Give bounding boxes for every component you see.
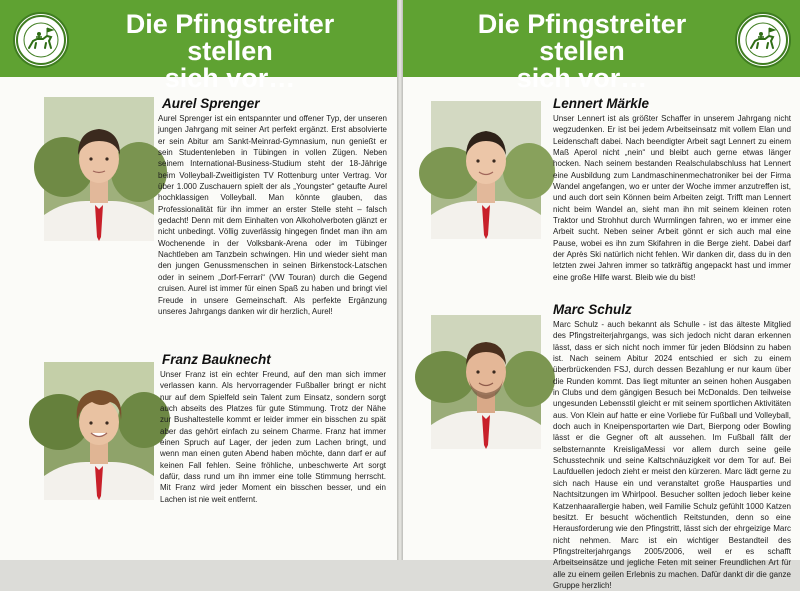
profile-text-marc: Marc Schulz - auch bekannt als Schulle - ist das älteste Mitglied des Pfingstreiterjahrgangs, was sich jedoch nicht daran erkennen lässt, dass er sich nicht noch immer für jeden Blödsinn zu haben ist. Nach seinem Abitur 2024 entschied er sich zu einem überbrückenden FSJ, durch dessen Bezahlung er nur kaum über die Runden kommt. Das liegt mitunter an seinen hohen Ausgaben in Clubs und dem gängigen Besuch bei McDonalds. Den teilweise ungesunden Lebensstil gleicht er mit seinem sportlichen Aktivitäten aus. Von Klein auf hatte er eine Vorliebe für Fußball und Volleyball, doch auch in Kneipensportarten wie Dart, Bierpong oder Bowling lässt er die Gegner oft alt aussehen. Im Fußball fällt der selbsternannte KreisligaMessi vor allem durch seine geile Schusstechnik und seine Kaltschnäuzigkeit vor dem Tor auf. Bei Laufduellen jedoch zieht er meist den kürzeren. Marc lädt gerne zu sich nach Hause ein und veranstaltet große Hausparties und Nachtsitzungen im Whirlpool. Besucher sollten jedoch lieber keine Katzenhaarallergie haben, weil Familie Schulz gefühlt 1000 Katzen besitzt. Er besucht wöchentlich Reitstunden, denn so eine Herausforderung wie den Pfingstritt, lässt sich der ehrgeizige Marc nicht nehmen. Marc ist ein wichtiger Bestandteil des Pfingstreiterjahrgangs 2005/2006, weil er es schafft Arbeitseinsätze und jegliche Feten mit seiner Freundlichen Art für alle zu einem geilen Erlebnis zu machen. Dafür dankt dir die ganze Gruppe herzlich! — [553, 320, 791, 590]
portrait-photo-franz — [44, 362, 154, 500]
profile-text-aurel-part: Aurel Sprenger ist ein entspannter und offener Typ, der unseren jungen Jahrgang mit seiner Art perfekt ergänzt. Erst absolvierte er sein Abitur am Sankt-Meinrad-Gymnasium, nun genießt er sein Studentenleben in Tübingen in vollen Zügen. Neben seinem International-Business-Studium steht der 18-Jährige beim Volleyball-Zweitligisten TV Rottenburg unter Vertrag. Vor über 1.000 Zuschauern spielt der als „Youngster“ getaufte Aurel hochklassigen Volleyball. Man könnte glauben, das Professionalität für ihn immer an erster Stelle steht – falsch gedacht! Denn mit dem Einhalten von Alkoholverboten glänzt er nicht unbedingt. Völlig zuverlässig hingegen findet man ihn am Wochenende in der Volksbank-Arena oder im Tübinger Nachtleben am Tanzbein schwingen. Hin und wieder sieht man den jungen Genussmenschen in seinen Birkenstock-Latschen oder in seinem „Dorf-Ferrari“ (VW Touran) durch die Gegend cruisen. Aurel ist immer für einen Spaß zu haben und bringt viel Freude in unsere Gemeinschaft. Als perfekte Ergänzung unseres Jahrgangs danken wir dir herzlich, Aurel! — [158, 114, 387, 316]
portrait-photo-aurel — [44, 97, 154, 241]
page-title — [80, 11, 380, 92]
profile-name-franz: Franz Bauknecht — [162, 352, 271, 367]
profile-name-aurel: Aurel Sprenger — [162, 96, 260, 111]
profile-name-lennert: Lennert Märkle — [553, 96, 650, 111]
profile-text-lennert: Unser Lennert ist als größter Schaffer in unserem Jahrgang nicht wegzudenken. Er ist bei jedem Arbeitseinsatz mit vollem Elan und Leidenschaft dabei. Nach beendigter Arbeit sagt Lennert zu einem Maß Aperol nicht „nein“ und bleibt auch gerne etwas länger hocken. Nach seinem bestanden Realschulabschluss hat Lennert eine Ausbildung zum Landmaschinenmechatroniker bei der Firma Wandel angefangen, wo er unter der Woche immer anzutreffen ist, und auch dort sein Können beim Arbeiten zeigt. Trifft man Lennert nicht beim Wandel an, sieht man ihn mit seinem kleinen roten Traktor und Strohhut durch Wurmlingen fahren, wo er immer eine Arbeit sucht. Neben seiner Arbeit gönnt er sich auch mal eine Pause, wobei es ihn zum Skifahren in die Berge zieht. Dabei darf der Après Ski natürlich nicht fehlen. Wir danken dir, dass du in den letzten zwei Jahren immer so tatkräftig angepackt hast und immer eine große Hilfe warst. Bleib wie du bist! — [553, 114, 791, 282]
title-line-1: Die Pfingstreiter stellen — [477, 9, 687, 66]
left-page — [0, 0, 397, 560]
right-page — [403, 0, 800, 590]
page-title — [437, 11, 727, 92]
profile-text-aurel-wrap — [158, 113, 387, 316]
portrait-photo-marc — [431, 315, 541, 449]
header-banner — [0, 0, 397, 93]
profile-name-marc: Marc Schulz — [553, 302, 632, 317]
portrait-photo-lennert — [431, 101, 541, 239]
header-banner — [403, 0, 800, 93]
club-logo-icon — [735, 12, 791, 68]
profile-text-franz: Unser Franz ist ein echter Freund, auf den man sich immer verlassen kann. Als hervorragender Fußballer bringt er nicht nur auf dem Spielfeld sein Talent zum Einsatz, sondern sorgt auch abseits des Platzes für gute Stimmung. Trotz der Nähe zur Bushaltestelle kommt er leider immer ein bisschen zu spät aber das gehört einfach zu seinem Charme. Franz hat immer einen Spruch auf Lager, der jeden zum Lachen bringt, und wenn man einen guten Abend haben möchte, dann darf er auf keinen Fall fehlen. Seine fröhliche, unbeschwerte Art sorgt dafür, dass rund um ihn immer eine tolle Stimmung herrscht. Mit Franz wird jeder Moment ein bisschen besser, und ein Lachen ist nie weit entfernt. — [160, 370, 386, 504]
club-logo-icon — [13, 12, 69, 68]
title-line-2: sich vor… — [516, 63, 648, 93]
title-line-1: Die Pfingstreiter stellen — [125, 9, 335, 66]
title-line-2: sich vor… — [164, 63, 296, 93]
